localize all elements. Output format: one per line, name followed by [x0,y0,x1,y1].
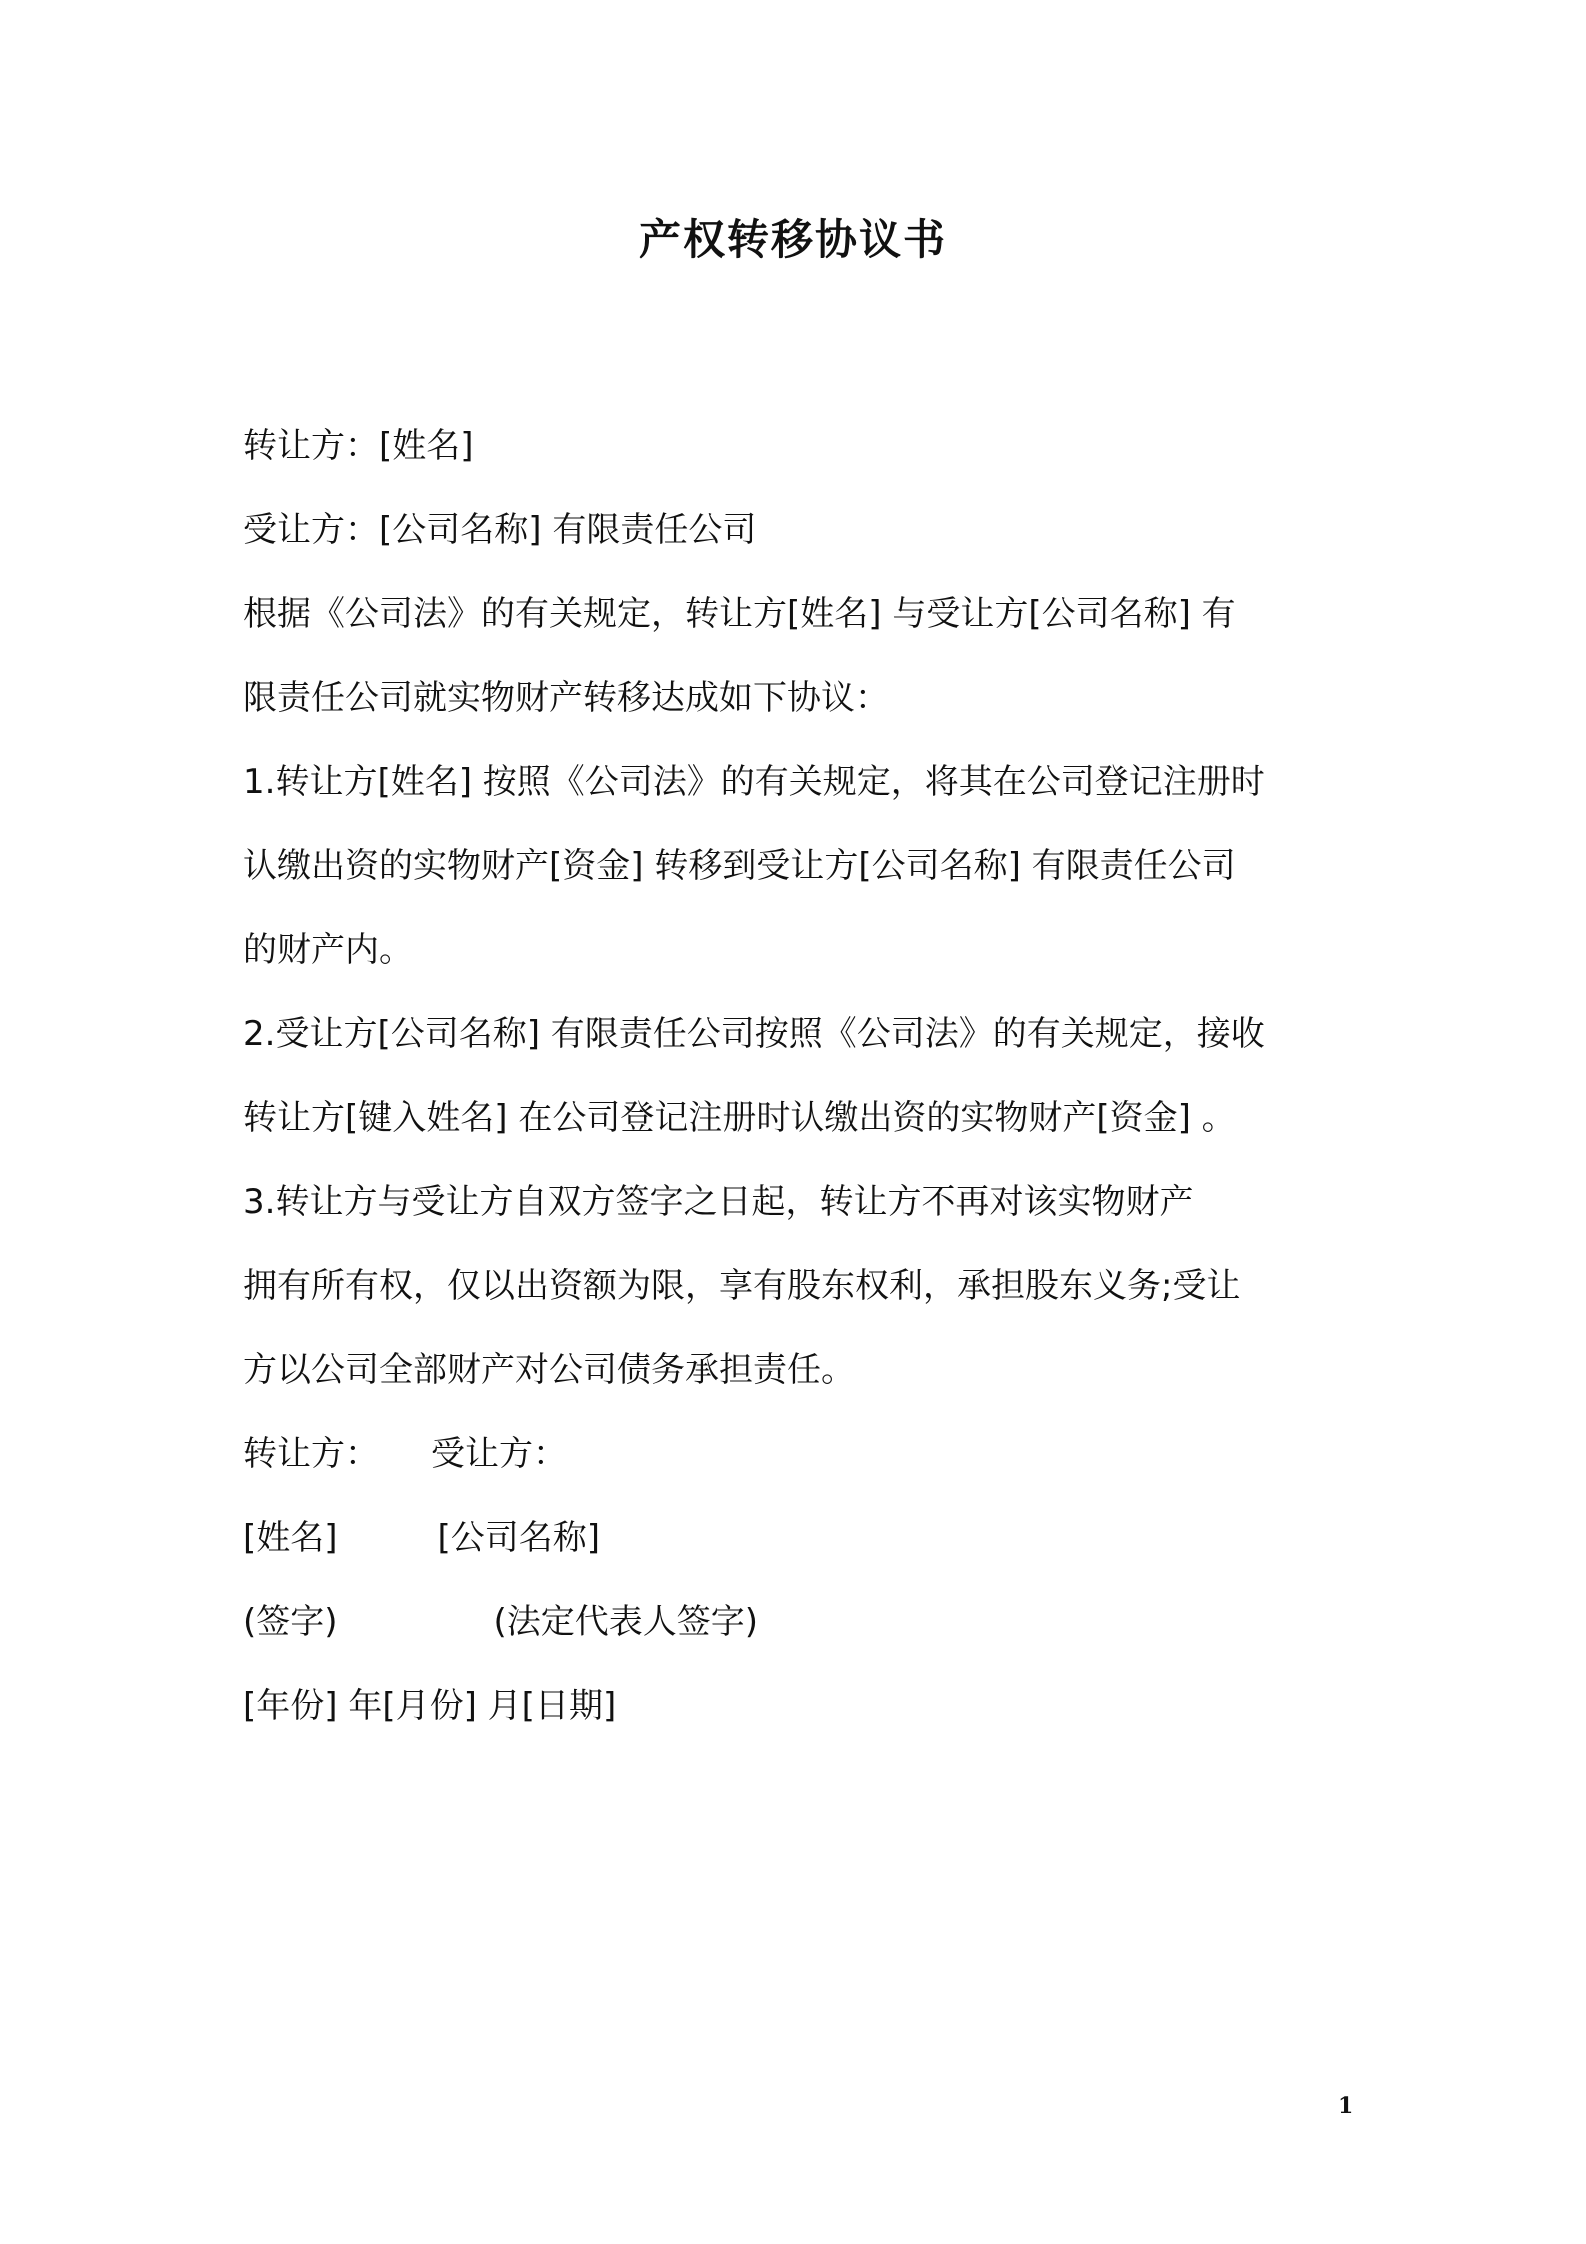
page-number: 1 [1338,2093,1354,2119]
transferor-line: 转让方：[姓名] [243,426,474,466]
signature-transferee-sign: (法定代表人签字) [493,1602,759,1642]
clause-2-line-1: 2.受让方[公司名称] 有限责任公司按照《公司法》的有关规定，接收 [243,1014,1265,1054]
clause-3-line-3: 方以公司全部财产对公司债务承担责任。 [243,1350,855,1390]
signature-transferee-name: [公司名称] [437,1518,601,1558]
clause-1-line-2: 认缴出资的实物财产[资金] 转移到受让方[公司名称] 有限责任公司 [243,846,1236,886]
document-body [243,404,1363,1748]
signature-names-row [243,1496,1363,1580]
clause-1-line-3: 的财产内。 [243,930,413,970]
signature-sign-row [243,1580,1363,1664]
signature-transferor-label: 转让方： [243,1434,379,1474]
document-title: 产权转移协议书 [638,215,947,264]
signature-parties-row [243,1412,1363,1496]
clause-1-line-1: 1.转让方[姓名] 按照《公司法》的有关规定，将其在公司登记注册时 [243,762,1265,802]
preamble-line-2: 限责任公司就实物财产转移达成如下协议： [243,678,889,718]
signature-transferor-name: [姓名] [243,1518,338,1558]
transferee-line: 受让方：[公司名称] 有限责任公司 [243,510,757,550]
clause-2-line-2: 转让方[键入姓名] 在公司登记注册时认缴出资的实物财产[资金] 。 [243,1098,1236,1138]
signature-transferor-sign: (签字) [243,1602,338,1642]
clause-3-line-1: 3.转让方与受让方自双方签字之日起，转让方不再对该实物财产 [243,1182,1194,1222]
preamble-line-1: 根据《公司法》的有关规定，转让方[姓名] 与受让方[公司名称] 有 [243,594,1236,634]
signature-transferee-label: 受让方： [431,1434,567,1474]
clause-3-line-2: 拥有所有权，仅以出资额为限，享有股东权利，承担股东义务;受让 [243,1266,1241,1306]
signature-date-line: [年份] 年[月份] 月[日期] [243,1686,617,1726]
